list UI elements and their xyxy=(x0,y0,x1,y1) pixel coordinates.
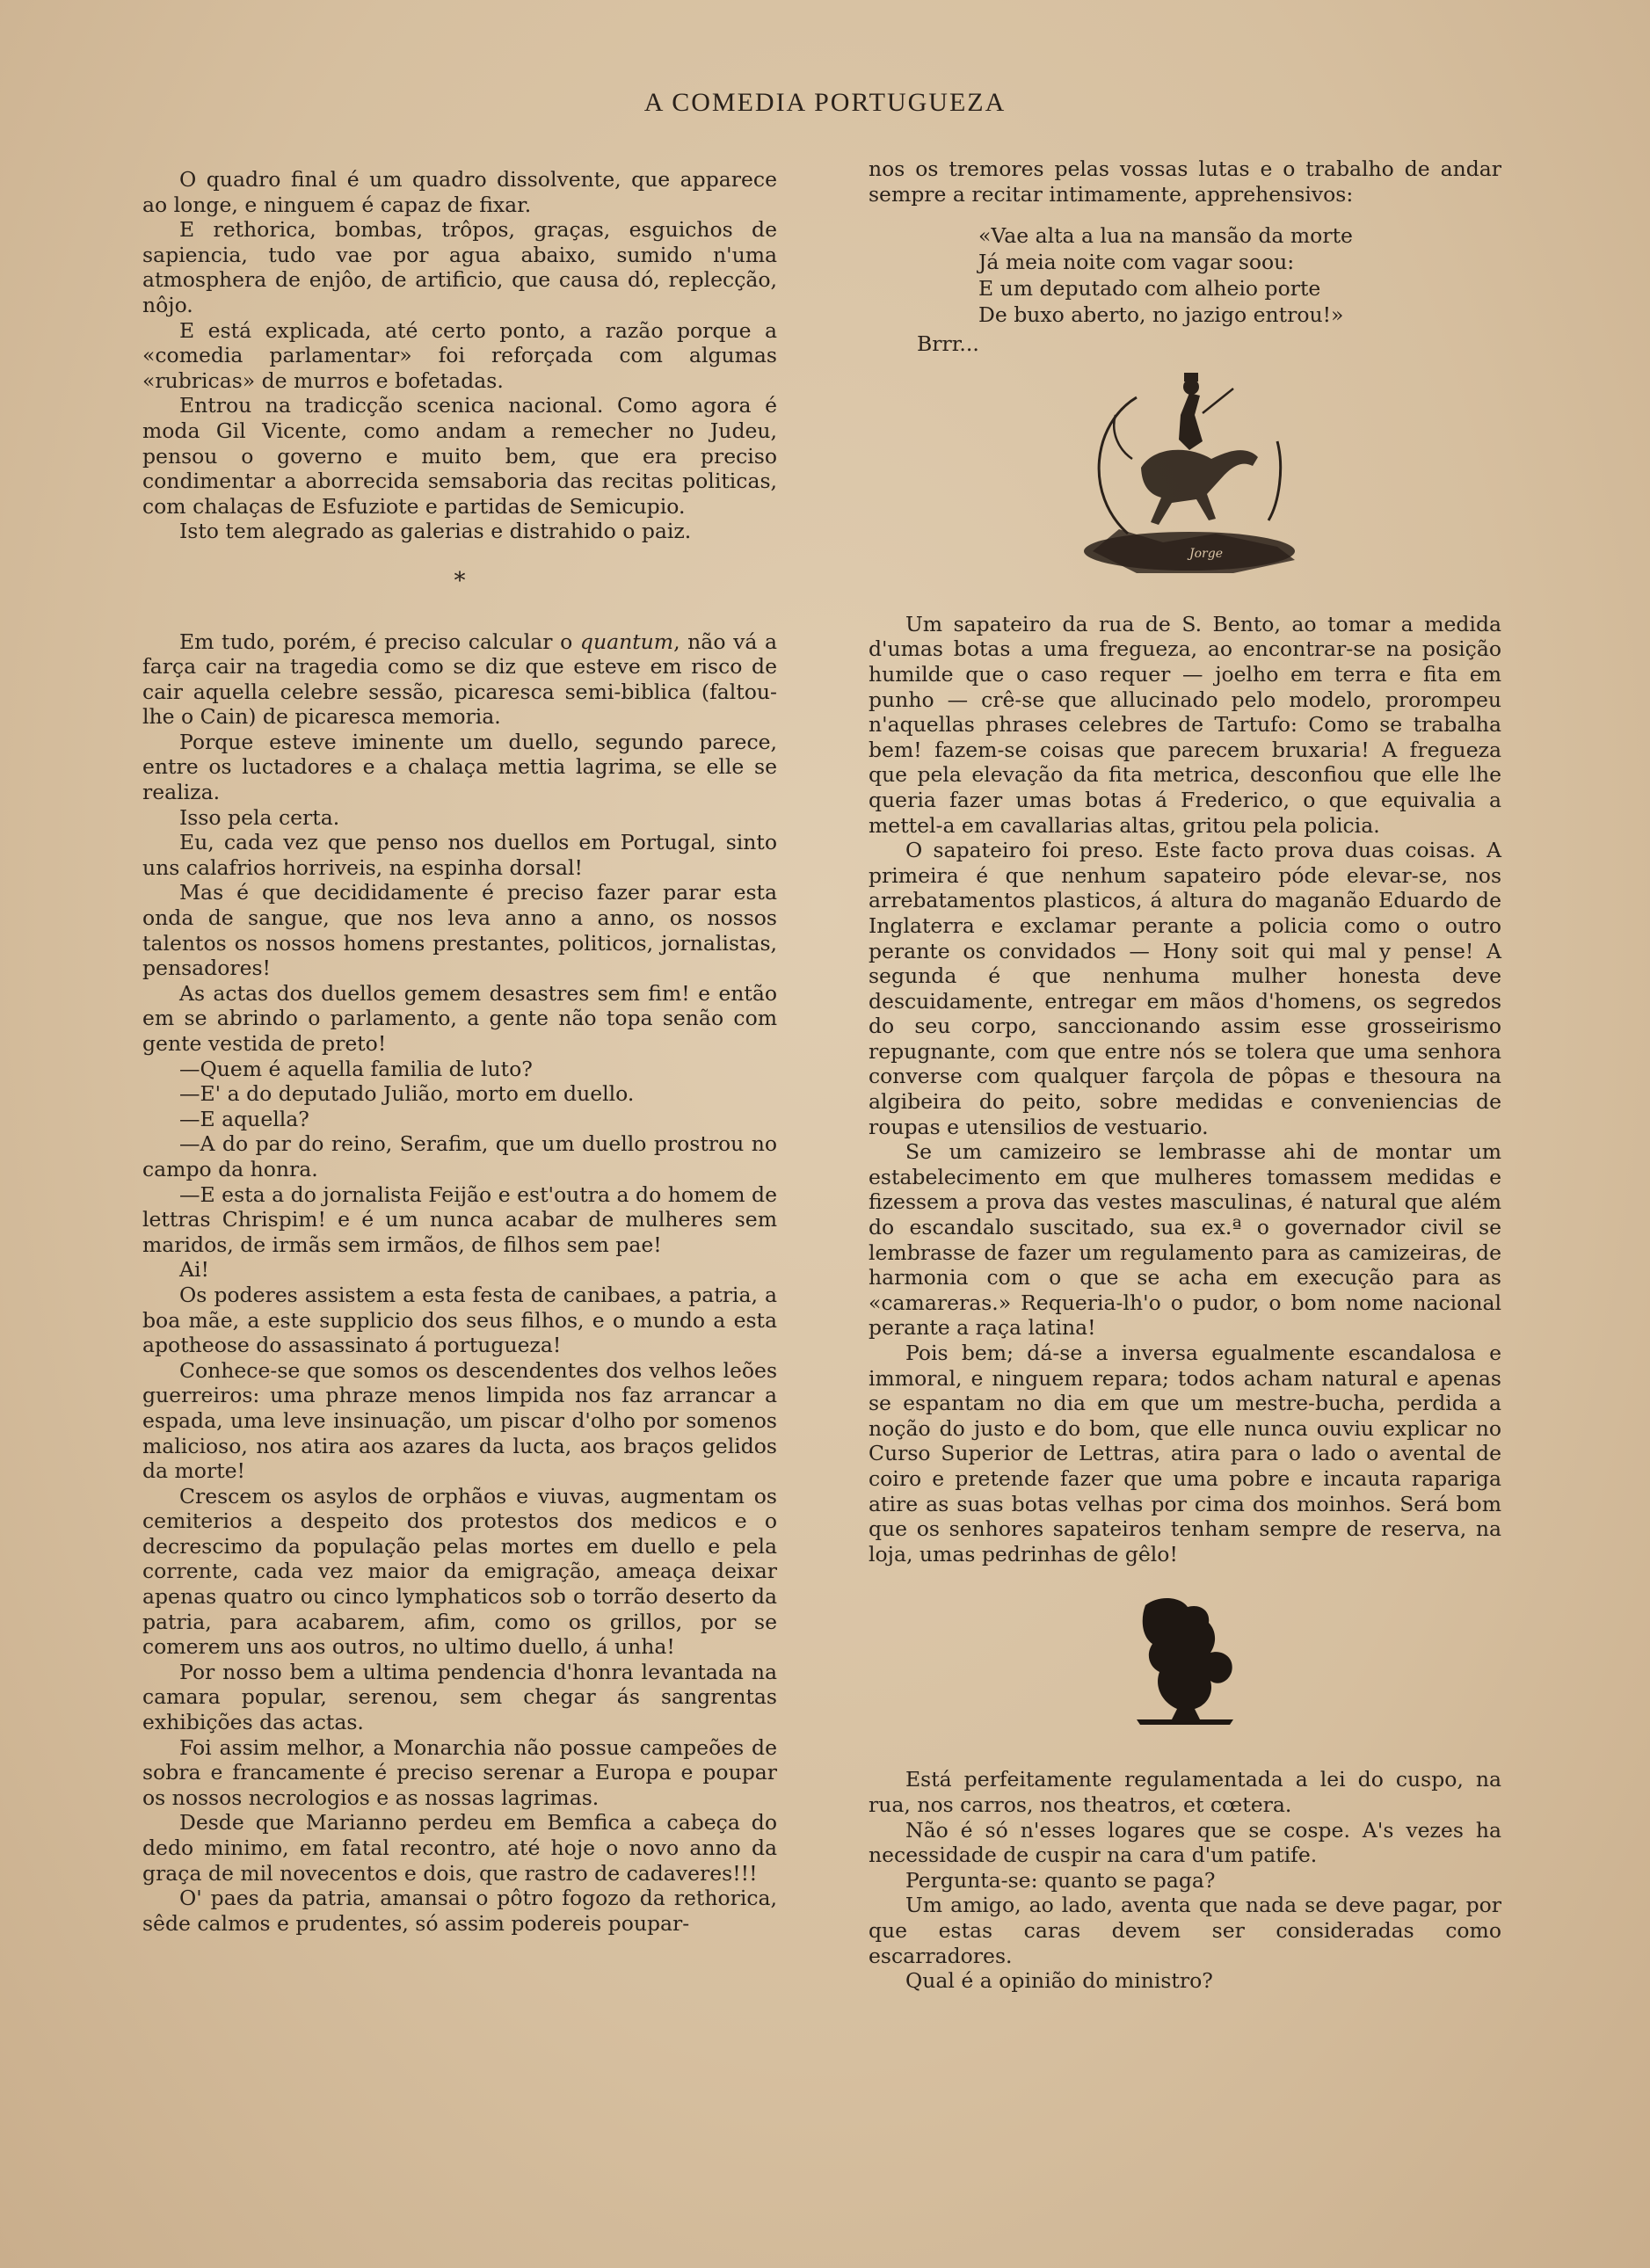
paragraph: Conhece-se que somos os descendentes dos velhos leões guerreiros: uma phraze menos limpida nos faz arrancar a espada, uma leve insinuação, um piscar d'olho por somenos malicioso, nos atira aos azares da lucta, aos braços gelidos da morte! xyxy=(142,1357,777,1484)
paragraph: —Quem é aquella familia de luto? xyxy=(179,1056,533,1081)
paragraph: Crescem os asylos de orphãos e viuvas, augmentam os cemiterios a despeito dos protestos dos medicos e o decrescimo da população pelas mortes em duello e pela corrente, cada vez maior da emigração, ameaça deixar apenas quatro ou cinco lymphaticos sob o torrão deserto da patria, para acabarem, afim, como os grillos, por se comerem uns aos outros, no ultimo duello, á unha! xyxy=(142,1483,777,1660)
paragraph: Se um camizeiro se lembrasse ahi de montar um estabelecimento em que mulheres tomassem medidas e fizessem a prova das vestes masculinas, é natural que além do escandalo suscitado, sua ex.ª o governador civil se lembrasse de fazer um regulamento para as camizeiras, de harmonia com o que se acha em execução para as «camareras.» Requeria-lh'o o pudor, o bom nome nacional perante a raça latina! xyxy=(869,1139,1501,1341)
right-paragraphs-b xyxy=(869,1767,1501,1993)
quantum-word: quantum xyxy=(579,629,674,654)
paragraph: Não é só n'esses logares que se cospe. A's vezes ha necessidade de cuspir na cara d'um patife. xyxy=(869,1817,1501,1868)
paragraph: Está perfeitamente regulamentada a lei do cuspo, na rua, nos carros, nos theatros, et cœtera. xyxy=(869,1767,1501,1817)
paragraph: Porque esteve iminente um duello, segundo parece, entre os luctadores e a chalaça mettia lagrima, se elle se realiza. xyxy=(142,729,777,805)
verse-line: «Vae alta a lua na mansão da morte xyxy=(978,223,1353,249)
paragraph: Pergunta-se: quanto se paga? xyxy=(905,1867,1216,1893)
paragraph: E está explicada, até certo ponto, a razão porque a «comedia parlamentar» foi reforçada com algumas «rubricas» de murros e bofetadas. xyxy=(142,317,777,393)
paragraph: —E esta a do jornalista Feijão e est'outra a do homem de lettras Chrispim! e é um nunca acabar de mulheres sem maridos, de irmãs sem irmãos, de filhos sem pae! xyxy=(142,1181,777,1257)
paragraph: Desde que Marianno perdeu em Bemfica a cabeça do dedo minimo, em fatal recontro, até hoje o novo anno da graça de mil novecentos e dois, que rastro de cadaveres!!! xyxy=(142,1810,777,1886)
paragraph: O quadro final é um quadro dissolvente, que apparece ao longe, e ninguem é capaz de fixar. xyxy=(142,167,777,217)
left-paragraphs-b xyxy=(142,730,777,1937)
paragraph: —E aquella? xyxy=(179,1106,309,1131)
paragraph: Isto tem alegrado as galerias e distrahido o paiz. xyxy=(179,519,692,544)
brrr-text: Brrr... xyxy=(917,331,979,357)
paragraph: Pois bem; dá-se a inversa egualmente escandalosa e immoral, e ninguem repara; todos acham natural e apenas se espantam no dia em que um mestre-bucha, perdida a noção do justo e do bom, que elle nunca ouviu explicar no Curso Superior de Lettras, atira para o lado o avental de coiro e pretende fazer que uma pobre e incauta rapariga atire as suas botas velhas por cima dos moinhos. Será bom que os senhores sapateiros tenham sempre de reserva, na loja, umas pedrinhas de gêlo! xyxy=(869,1341,1501,1567)
quantum-text-after: , não vá a farça cair na tragedia como se diz que esteve em risco de cair aquella celebre sessão, picaresca semi-biblica (faltou-lhe o Cain) de picaresca memoria. xyxy=(142,629,777,730)
paragraph: E rethorica, bombas, trôpos, graças, esguichos de sapiencia, tudo vae por agua abaixo, sumido n'uma atmosphera de enjôo, de artificio, que causa dó, replecção, nôjo. xyxy=(142,217,777,317)
left-column xyxy=(142,167,777,1936)
verse-line: De buxo aberto, no jazigo entrou!» xyxy=(978,302,1344,328)
page-header: A COMEDIA PORTUGUEZA xyxy=(643,88,1007,117)
paragraph: —A do par do reino, Serafim, que um duello prostrou no campo da honra. xyxy=(142,1131,777,1181)
verse-line: E um deputado com alheio porte xyxy=(978,276,1321,302)
horse-rider-illustration xyxy=(1058,362,1312,582)
right-paragraphs-a xyxy=(869,612,1501,1567)
paragraph: Qual é a opinião do ministro? xyxy=(905,1968,1213,1994)
paragraph: Por nosso bem a ultima pendencia d'honra levantada na camara popular, serenou, sem chegar ás sangrentas exhibições das actas. xyxy=(142,1659,777,1735)
paragraph: Um sapateiro da rua de S. Bento, ao tomar a medida d'umas botas a uma fregueza, ao encontrar-se na posição humilde que o caso requer — joelho em terra e fita em punho — crê-se que allucinado pelo modelo, prorompeu n'aquellas phrases celebres de Tartufo: Como se trabalha bem! fazem-se coisas que parecem bruxaria! A fregueza que pela elevação da fita metrica, desconfiou que elle lhe queria fazer umas botas á Frederico, o que equivalia a mettel-a em cavallarias altas, gritou pela policia. xyxy=(869,611,1501,838)
paragraph: Ai! xyxy=(179,1257,209,1283)
paragraph: O sapateiro foi preso. Este facto prova duas coisas. A primeira é que nenhum sapateiro póde elevar-se, nos arrebatamentos plasticos, á altura do maganão Eduardo de Inglaterra e exclamar perante a policia como o outro perante os convidados — Hony soit qui mal y pense! A segunda é que nenhuma mulher honesta deve descuidamente, entregar em mãos d'homens, os segredos do seu corpo, sanccionando assim esse grosseirismo repugnante, com que entre nós se tolera que uma senhora converse com qualquer farçola de pôpas e thesoura na algibeira do peito, sobre medidas e conveniencias de roupas e utensilios de vestuario. xyxy=(869,838,1501,1139)
paragraph: Um amigo, ao lado, aventa que nada se deve pagar, por que estas caras devem ser consideradas como escarradores. xyxy=(869,1893,1501,1968)
paragraph: O' paes da patria, amansai o pôtro fogozo da rethorica, sêde calmos e prudentes, só assim podereis poupar- xyxy=(142,1886,777,1936)
right-column xyxy=(869,156,1501,1994)
verse-quote xyxy=(978,222,1501,328)
paragraph: Mas é que decididamente é preciso fazer parar esta onda de sangue, que nos leva anno a anno, os nossos talentos os nossos homens prestantes, politicos, jornalistas, pensadores! xyxy=(142,880,777,981)
paragraph: As actas dos duellos gemem desastres sem fim! e então em se abrindo o parlamento, a gente não topa senão com gente vestida de preto! xyxy=(142,980,777,1056)
quantum-paragraph xyxy=(142,629,777,730)
paragraph: Isso pela certa. xyxy=(179,804,340,830)
quantum-text-before: Em tudo, porém, é preciso calcular o xyxy=(179,629,573,654)
section-separator: * xyxy=(454,567,466,594)
paragraph: Entrou na tradicção scenica nacional. Como agora é moda Gil Vicente, como andam a remecher no Judeu, pensou o governo e muito bem, que era preciso condimentar a aborrecida semsaboria das recitas politicas, com chalaças de Esfuziote e partidas de Semicupio. xyxy=(142,393,777,519)
illustration-signature: Jorge xyxy=(1189,546,1223,561)
continuation-paragraph: nos os tremores pelas vossas lutas e o trabalho de andar sempre a recitar intimamente, apprehensivos: xyxy=(869,156,1501,207)
paragraph: Foi assim melhor, a Monarchia não possue campeões de sobra e francamente é preciso serenar a Europa e poupar os nossos necrologios e as nossas lagrimas. xyxy=(142,1734,777,1810)
paragraph: Eu, cada vez que penso nos duellos em Portugal, sinto uns calafrios horriveis, na espinha dorsal! xyxy=(142,830,777,880)
left-paragraphs-a xyxy=(142,167,777,544)
verse-line: Já meia noite com vagar soou: xyxy=(978,250,1295,275)
paragraph: —E' a do deputado Julião, morto em duello. xyxy=(179,1081,635,1107)
paragraph: Os poderes assistem a esta festa de canibaes, a patria, a boa mãe, a este supplicio dos seus filhos, e o mundo a esta apotheose do assassinato á portugueza! xyxy=(142,1282,777,1358)
bird-silhouette-illustration xyxy=(1119,1588,1251,1728)
